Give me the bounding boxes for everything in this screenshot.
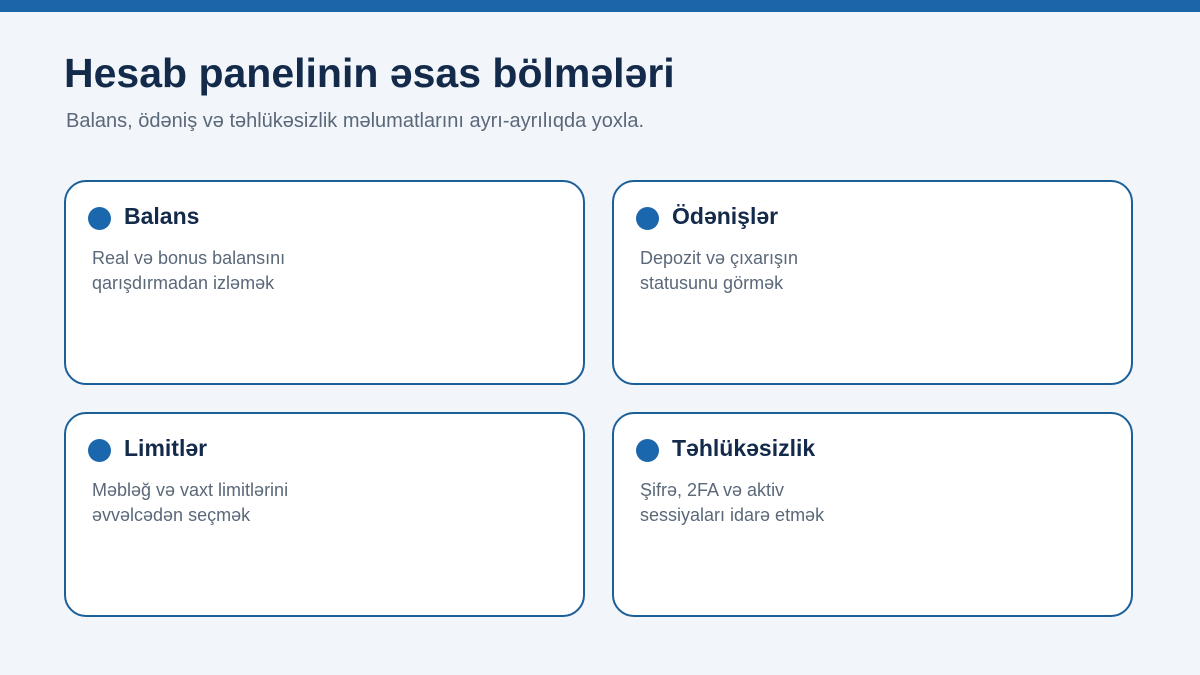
card-description [640,478,940,528]
card-description-line: qarışdırmadan izləmək [92,273,275,293]
card-title: Limitlər [124,435,208,461]
bullet-dot-icon [88,439,111,462]
card-description-line: əvvəlcədən seçmək [92,505,251,525]
card-security[interactable] [612,412,1133,617]
card-title: Təhlükəsizlik [672,435,816,461]
bullet-dot-icon [636,439,659,462]
card-description-line: statusunu görmək [640,273,784,293]
card-description [92,478,392,528]
card-payments[interactable] [612,180,1133,385]
top-accent-bar [0,0,1200,12]
card-limits[interactable] [64,412,585,617]
bullet-dot-icon [88,207,111,230]
card-description-line: Şifrə, 2FA və aktiv [640,480,785,500]
card-description-line: Real və bonus balansını [92,248,286,268]
card-title: Ödənişlər [672,203,779,229]
card-description-line: Depozit və çıxarışın [640,248,799,268]
page-subtitle: Balans, ödəniş və təhlükəsizlik məlumatlarını ayrı-ayrılıqda yoxla. [66,110,645,132]
card-description-line: Məbləğ və vaxt limitlərini [92,480,289,500]
bullet-dot-icon [636,207,659,230]
card-description-line: sessiyaları idarə etmək [640,505,825,525]
card-title: Balans [124,203,200,229]
card-description [640,246,940,296]
card-description [92,246,392,296]
card-balance[interactable] [64,180,585,385]
page-title: Hesab panelinin əsas bölmələri [64,50,675,96]
